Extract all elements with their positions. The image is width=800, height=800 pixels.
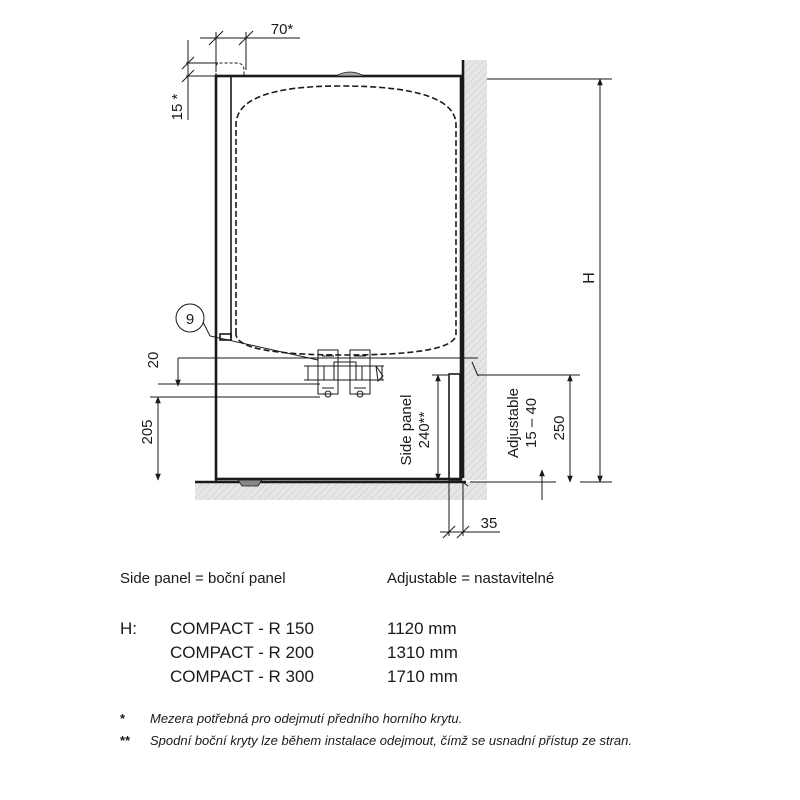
adjustable-foot (238, 480, 262, 486)
top-gap-label: 70* (270, 21, 294, 38)
pipe-connections (304, 350, 384, 397)
front-cover-outline (216, 63, 244, 76)
height-row-value: 1310 mm (387, 643, 458, 662)
height-label: H (581, 272, 598, 284)
top-clearance-label: 15 * (169, 93, 186, 121)
floor (195, 482, 487, 500)
legend-adjustable: Adjustable = nastavitelné (387, 570, 555, 587)
callout-number: 9 (185, 311, 195, 328)
heights-prefix: H: (120, 619, 137, 638)
footnote-text: Mezera potřebná pro odejmutí předního horního krytu. (150, 711, 463, 726)
adjustable-range: 15 – 40 (523, 397, 540, 449)
height-row-model: COMPACT - R 200 (170, 643, 314, 662)
feet-height-label: 250 (551, 415, 568, 441)
height-row-model: COMPACT - R 300 (170, 667, 314, 686)
side-panel-value: 240** (416, 411, 433, 449)
wall (463, 60, 487, 480)
wall-gap-label: 35 (480, 515, 498, 532)
footnote-mark: * (120, 711, 126, 726)
legend-side-panel: Side panel = boční panel (120, 570, 286, 587)
top-connection (336, 72, 364, 76)
height-row-value: 1120 mm (387, 619, 457, 638)
pipe-height-label: 205 (139, 419, 156, 445)
footnote (120, 710, 680, 730)
side-panel-dimension (432, 375, 448, 480)
adjustable-label: Adjustable (505, 387, 522, 459)
footnote-mark: ** (120, 733, 131, 748)
pipe-offset-label: 20 (145, 351, 162, 369)
height-row-model: COMPACT - R 150 (170, 619, 314, 638)
top-clearance-dimension (182, 40, 218, 120)
height-row-value: 1710 mm (387, 667, 458, 686)
side-panel-label: Side panel (398, 394, 415, 466)
footnote (120, 732, 680, 772)
callout-9 (176, 304, 318, 360)
tank-outline (236, 86, 456, 355)
footnote-text: Spodní boční kryty lze během instalace odejmout, čímž se usnadní přístup ze stran. (150, 733, 632, 748)
